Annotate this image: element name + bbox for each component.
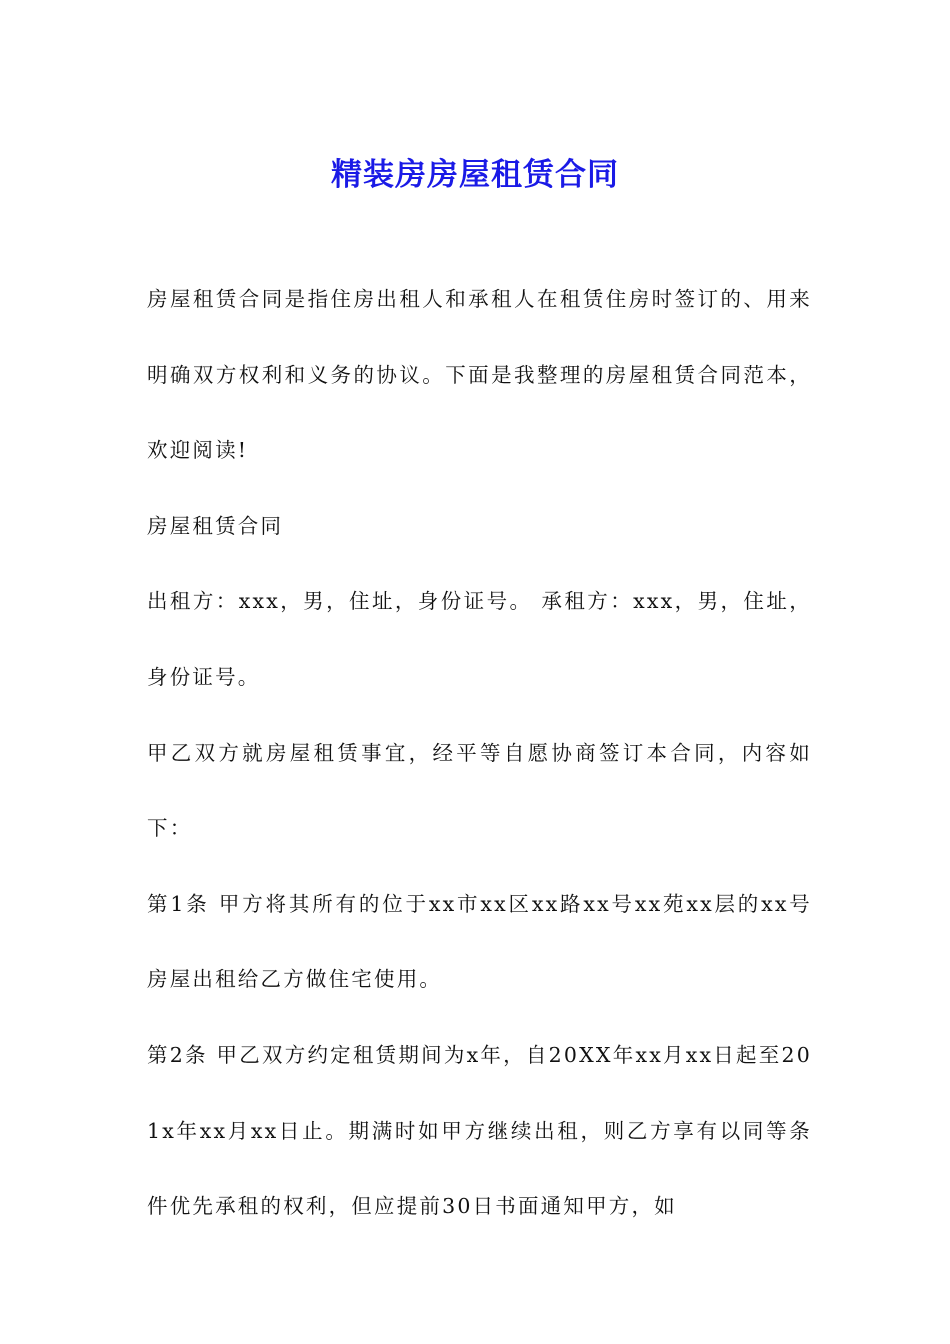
article-2-paragraph: 第2条 甲乙双方约定租赁期间为x年，自20XX年xx月xx日起至201x年xx月xx日止。期满时如甲方继续出租，则乙方享有以同等条件优先承租的权利，但应提前30日书面通知甲方，如 <box>147 1042 812 1219</box>
agreement-paragraph: 甲乙双方就房屋租赁事宜，经平等自愿协商签订本合同，内容如下： <box>147 740 812 841</box>
document-body <box>147 262 812 1245</box>
intro-paragraph: 房屋租赁合同是指住房出租人和承租人在租赁住房时签订的、用来明确双方权利和义务的协议。下面是我整理的房屋租赁合同范本，欢迎阅读! <box>147 287 812 463</box>
contract-heading: 房屋租赁合同 <box>147 513 284 538</box>
article-1-paragraph: 第1条 甲方将其所有的位于xx市xx区xx路xx号xx苑xx层的xx号房屋出租给乙方做住宅使用。 <box>147 891 812 992</box>
document-title: 精装房房屋租赁合同 <box>331 156 619 193</box>
parties-paragraph: 出租方：xxx，男，住址，身份证号。 承租方：xxx，男，住址，身份证号。 <box>147 589 812 689</box>
